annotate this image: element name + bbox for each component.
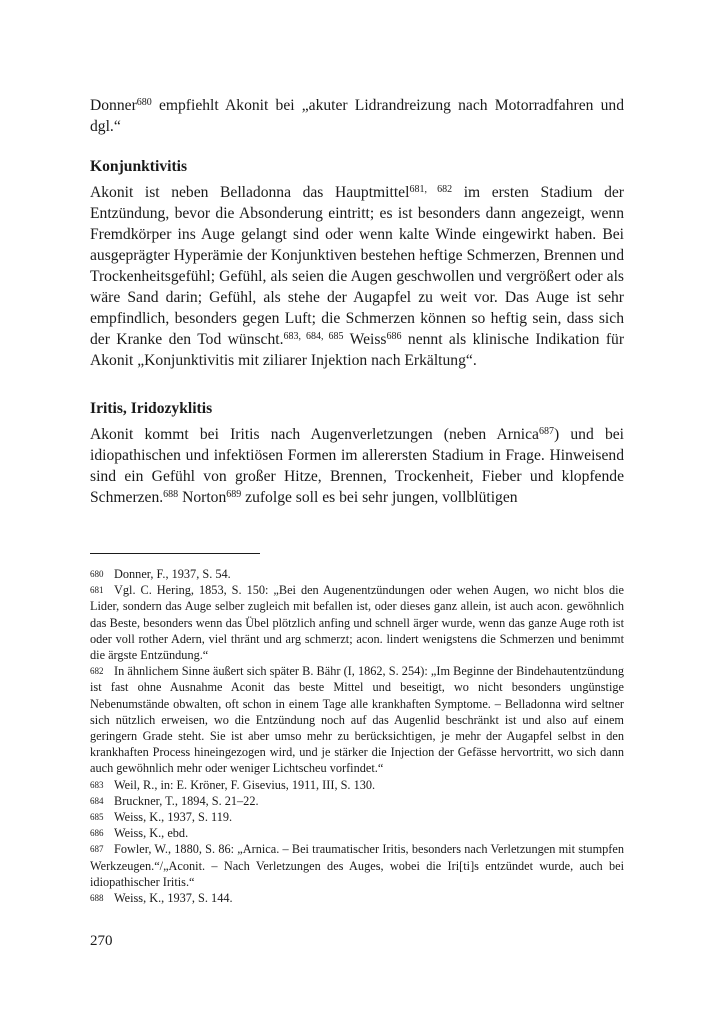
footnote-ref[interactable]: 680 bbox=[136, 97, 152, 108]
footnote bbox=[90, 582, 624, 663]
paragraph-donner: Donner$^{680}$ empfiehlt Akonit bei „akuter Lidrandreizung nach Motorradfahren und dgl.“ bbox=[90, 97, 624, 135]
footnote-number: 682 bbox=[90, 666, 104, 677]
section-heading-konjunktivitis: Konjunktivitis bbox=[90, 158, 188, 175]
footnote-number: 680 bbox=[90, 569, 104, 579]
footnote-number: 685 bbox=[90, 812, 104, 823]
footnote-text: Vgl. C. Hering, 1853, S. 150: „Bei den Augenentzündungen oder wehen Augen, wo nicht blos die Lider, sondern das Auge selber zugleich mit befallen ist, oder dieses ganz allein, ist auch acon. gewöhnlich das Beste, besonders wenn das Übel plötzlich anfing und schnell ärger wurde, wenn das ganze Auge roth ist oder voll rother Adern, viel thränt und arg schmerzt; acon. lindert wenigstens die Schmerzen und benimmt die ärgste Entzündung.“ bbox=[90, 583, 624, 663]
footnote-text: In ähnlichem Sinne äußert sich später B. Bähr (I, 1862, S. 254): „Im Beginne der Bindehautentzündung ist fast ohne Ausnahme Aconit das beste Mittel und beseitigt, wo nicht besonders ungünstige Nebenumstände obwalten, oft schon in einem Tage alle krankhaften Symptome. – Belladonna wird seltner sich nützlich erweisen, wo die Entzündung noch auf das Augenlid beschränkt ist und also auf einem geringern Grade steht. Sie ist aber umso mehr zu berücksichtigen, je mehr der Augapfel selbst in den krankhaften Process hineingezogen wird, und je stärker die Injection der Gefässe hervortritt, wo sich dann auch gewöhnlich mehr oder weniger Lichtscheu vorfindet.“ bbox=[90, 664, 624, 776]
paragraph-konjunktivitis: Akonit ist neben Belladonna das Hauptmittel$^{681, 682}$ im ersten Stadium der Entzündung, bevor die Absonderung eintritt; es ist besonders dann angezeigt, wenn Fremdkörper ins Auge gelangt sind oder wenn kalte Winde eingewirkt haben. Bei ausgeprägter Hyperämie der Konjunktiven bestehen heftige Schmerzen, Brennen und Trockenheitsgefühl; Gefühl, als seien die Augen geschwollen und vergrößert oder als wäre Sand darin; Gefühl, als stehe der Augapfel zu weit vor. Das Auge ist sehr empfindlich, besonders gegen Luft; die Schmerzen können so heftig sein, dass sich der Kranke den Tod wünscht.$^{683, 684, 685}$ Weiss$^{686}$ nennt als klinische Indikation für Akonit „Konjunktivitis mit ziliarer Injektion nach Erkältung“. bbox=[90, 184, 625, 369]
section-heading-iritis: Iritis, Iridozyklitis bbox=[90, 400, 213, 417]
footnote-number: 688 bbox=[90, 893, 104, 904]
footnote-ref[interactable]: 683, 684, 685 bbox=[283, 331, 344, 342]
paragraph-iritis: Akonit kommt bei Iritis nach Augenverletzungen (neben Arnica$^{687}$) und bei idiopathischen und infektiösen Formen im allerersten Stadium in Frage. Hinweisend sind ein Gefühl von großer Hitze, Brennen, Trockenheit, Fieber und klopfende Schmerzen.$^{688}$ Norton$^{689}$ zufolge soll es bei sehr jungen, vollblütigen bbox=[90, 426, 624, 506]
footnote bbox=[90, 825, 624, 841]
footnote-number: 683 bbox=[90, 779, 104, 790]
footnote-ref[interactable]: 681, 682 bbox=[409, 184, 453, 195]
footnote bbox=[90, 890, 624, 906]
footnote-text: Weiss, K., 1937, S. 144. bbox=[114, 891, 233, 906]
footnote-ref[interactable]: 686 bbox=[386, 331, 402, 342]
footnotes bbox=[90, 566, 624, 906]
footnote-number: 684 bbox=[90, 795, 104, 806]
footnote-separator bbox=[90, 553, 260, 554]
footnote bbox=[90, 663, 624, 776]
footnote-number: 681 bbox=[90, 585, 104, 596]
footnote-text: Weil, R., in: E. Kröner, F. Gisevius, 1911, III, S. 130. bbox=[114, 777, 376, 792]
page-number: 270 bbox=[90, 933, 113, 949]
footnote bbox=[90, 777, 624, 793]
footnote bbox=[90, 566, 624, 582]
footnote bbox=[90, 809, 624, 825]
footnote-number: 687 bbox=[90, 844, 104, 855]
footnote-ref[interactable]: 688 bbox=[163, 489, 179, 500]
footnote-text: Bruckner, T., 1894, S. 21–22. bbox=[114, 793, 259, 808]
footnote-text: Donner, F., 1937, S. 54. bbox=[114, 567, 231, 581]
footnote-text: Weiss, K., ebd. bbox=[114, 826, 189, 841]
footnote-text: Weiss, K., 1937, S. 119. bbox=[114, 810, 233, 825]
footnote bbox=[90, 793, 624, 809]
footnote-number: 686 bbox=[90, 828, 104, 839]
footnote bbox=[90, 841, 624, 890]
footnote-text: Fowler, W., 1880, S. 86: „Arnica. – Bei traumatischer Iritis, besonders nach Verletzungen mit stumpfen Werkzeugen.“/„Aconit. – Nach Verletzungen des Auges, wobei die Iri[ti]s entzündet wurde, auch bei idiopathischer Iritis.“ bbox=[90, 842, 624, 889]
footnote-ref[interactable]: 687 bbox=[538, 426, 554, 437]
footnote-ref[interactable]: 689 bbox=[226, 489, 242, 500]
